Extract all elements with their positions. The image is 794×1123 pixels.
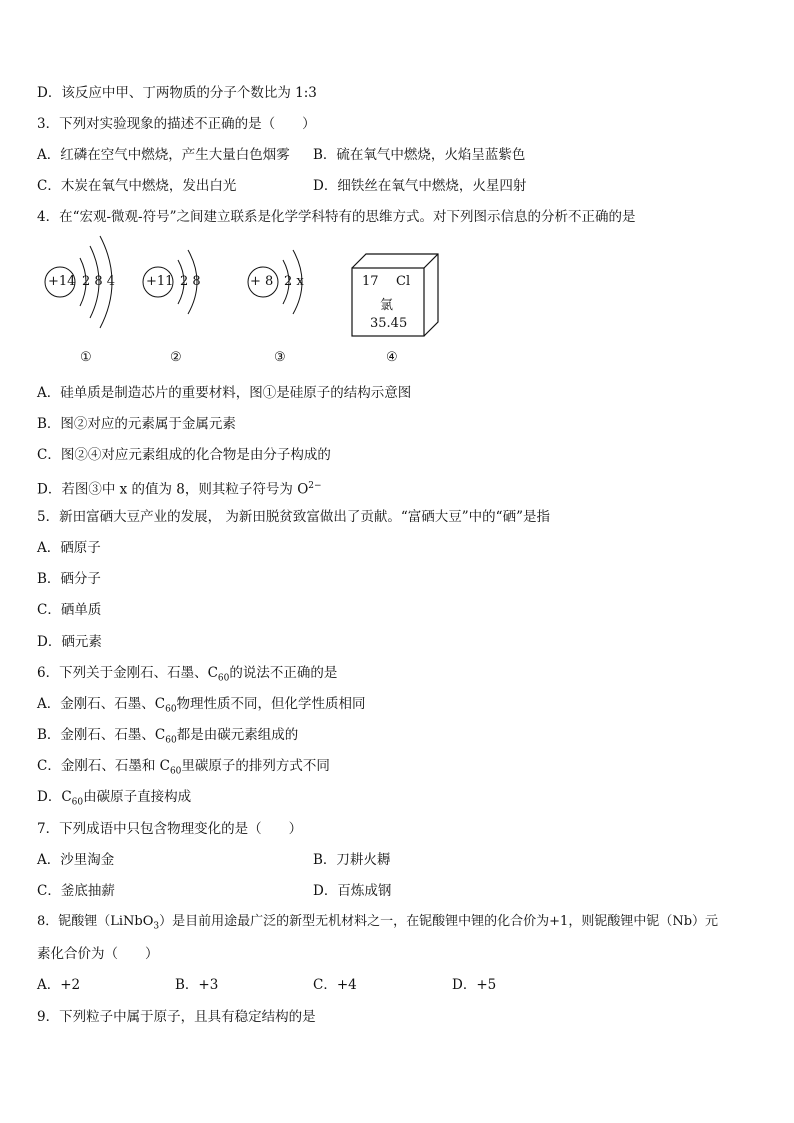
question-4: 4．在“宏观-微观-符号”之间建立联系是化学学科特有的思维方式。对下列图示信息的分析不正确的是 (37, 209, 636, 225)
option-4d-text: D．若图③中 x 的值为 8，则其粒子符号为 O (37, 481, 309, 498)
option-8d: D．+5 (452, 977, 497, 993)
option-4d (37, 477, 322, 499)
q6a-sub: 60 (165, 704, 177, 715)
diagram-svg (40, 230, 460, 370)
option-6d (37, 788, 191, 812)
option-5b: B．硒分子 (37, 571, 101, 587)
question-8-line1 (37, 913, 718, 936)
option-8a: A．+2 (37, 977, 81, 993)
q6a-post: 物理性质不同，但化学性质相同 (176, 696, 366, 712)
q6d-post: 由碳原子直接构成 (83, 789, 192, 805)
atom-structure-diagram (40, 230, 460, 370)
option-4b: B．图②对应的元素属于金属元素 (37, 416, 236, 432)
option-3b: B．硫在氧气中燃烧，火焰呈蓝紫色 (313, 147, 526, 163)
atom-3-shells: 2 x (284, 274, 304, 289)
option-6a (37, 695, 366, 719)
q6b-sub: 60 (165, 735, 177, 746)
option-7c: C．釜底抽薪 (37, 883, 115, 899)
option-8c: C．+4 (313, 977, 357, 993)
element-mass: 35.45 (370, 316, 408, 331)
question-3: 3．下列对实验现象的描述不正确的是（ ） (37, 116, 316, 132)
option-5c: C．硒单质 (37, 602, 102, 618)
q6b-post: 都是由碳元素组成的 (176, 727, 299, 743)
label-4: ④ (386, 350, 398, 365)
q8-post: ）是目前用途最广泛的新型无机材料之一，在铌酸锂中锂的化合价为+1，则铌酸锂中铌（Nb）元 (159, 914, 719, 929)
element-number: 17 (362, 274, 379, 289)
option-3d: D．细铁丝在氧气中燃烧，火星四射 (313, 178, 527, 194)
question-8-line2: 素化合价为（ ） (37, 946, 159, 962)
label-2: ② (170, 350, 182, 365)
q6-sub: 60 (217, 673, 230, 684)
option-5a: A．硒原子 (37, 540, 101, 556)
q6b-pre: B．金刚石、石墨、C (37, 727, 166, 743)
atom-2-nucleus: +11 (146, 274, 174, 289)
option-4c: C．图②④对应元素组成的化合物是由分子构成的 (37, 447, 331, 463)
q6d-pre: D．C (37, 789, 72, 805)
q6d-sub: 60 (71, 797, 84, 808)
option-3a: A．红磷在空气中燃烧，产生大量白色烟雾 (37, 147, 290, 163)
q8-pre: 8．铌酸锂（LiNbO (37, 914, 154, 929)
atom-3-nucleus: + 8 (250, 274, 274, 289)
option-5d: D．硒元素 (37, 634, 102, 650)
question-9: 9．下列粒子中属于原子，且具有稳定结构的是 (37, 1009, 316, 1025)
q6-post: 的说法不正确的是 (229, 665, 338, 681)
question-5: 5．新田富硒大豆产业的发展， 为新田脱贫致富做出了贡献。“富硒大豆”中的“硒”是指 (37, 509, 550, 525)
option-7a: A．沙里淘金 (37, 852, 115, 868)
question-7: 7．下列成语中只包含物理变化的是（ ） (37, 821, 303, 837)
atom-2-shells: 2 8 (180, 274, 201, 289)
line-q2d: D．该反应中甲、丁两物质的分子个数比为 1:3 (37, 85, 317, 101)
label-3: ③ (274, 350, 286, 365)
atom-1-nucleus: +14 (48, 274, 76, 289)
q6c-post: 里碳原子的排列方式不同 (181, 758, 330, 774)
q8-sub: 3 (153, 921, 160, 932)
option-8b: B．+3 (175, 977, 219, 993)
atom-1-shells: 2 8 4 (82, 274, 116, 289)
label-1: ① (80, 350, 92, 365)
option-6b (37, 726, 298, 750)
element-symbol: Cl (396, 274, 411, 289)
q6c-pre: C．金刚石、石墨和 C (37, 758, 170, 774)
option-7d: D．百炼成钢 (313, 883, 392, 899)
element-name: 氯 (380, 298, 394, 313)
q6a-pre: A．金刚石、石墨、C (37, 696, 166, 712)
option-7b: B．刀耕火耨 (313, 852, 391, 868)
q6c-sub: 60 (169, 766, 182, 777)
option-4d-charge: 2− (308, 481, 322, 491)
option-4a: A．硅单质是制造芯片的重要材料，图①是硅原子的结构示意图 (37, 385, 412, 401)
option-6c (37, 757, 330, 781)
option-3c: C．木炭在氧气中燃烧，发出白光 (37, 178, 237, 194)
q6-pre: 6．下列关于金刚石、石墨、C (37, 665, 218, 681)
question-6 (37, 664, 337, 688)
